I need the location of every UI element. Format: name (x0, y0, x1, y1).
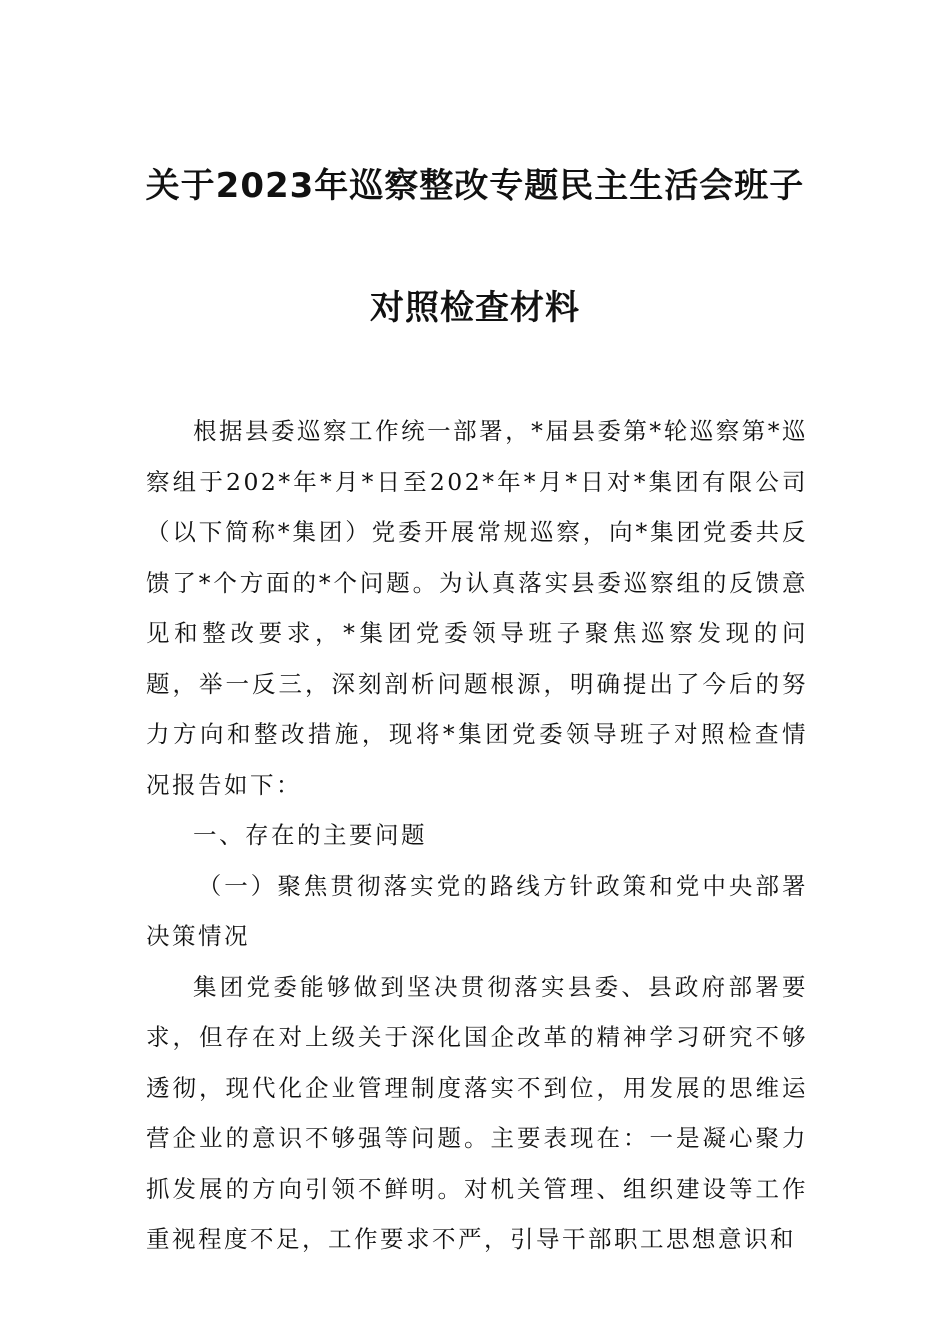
body-paragraph: 集团党委能够做到坚决贯彻落实县委、县政府部署要求，但存在对上级关于深化国企改革的精神学习研究不够透彻，现代化企业管理制度落实不到位，用发展的思维运营企业的意识不够强等问题。主要表现在：一是凝心聚力抓发展的方向引领不鲜明。对机关管理、组织建设等工作重视程度不足，工作要求不严，引导干部职工思想意识和 (146, 972, 808, 1253)
document-title-line-1: 关于2023年巡察整改专题民主生活会班子 (145, 166, 805, 206)
document-body (146, 406, 808, 1265)
section-heading: 一、存在的主要问题 (193, 821, 427, 849)
document-title-line-2: 对照检查材料 (370, 288, 580, 328)
subsection-heading: （一）聚焦贯彻落实党的路线方针政策和党中央部署决策情况 (146, 871, 808, 950)
intro-paragraph: 根据县委巡察工作统一部署，*届县委第*轮巡察第*巡察组于202*年*月*日至202*年*月*日对*集团有限公司（以下简称*集团）党委开展常规巡察，向*集团党委共反馈了*个方面的*个问题。为认真落实县委巡察组的反馈意见和整改要求，*集团党委领导班子聚焦巡察发现的问题，举一反三，深刻剖析问题根源，明确提出了今后的努力方向和整改措施，现将*集团党委领导班子对照检查情况报告如下： (146, 417, 808, 799)
